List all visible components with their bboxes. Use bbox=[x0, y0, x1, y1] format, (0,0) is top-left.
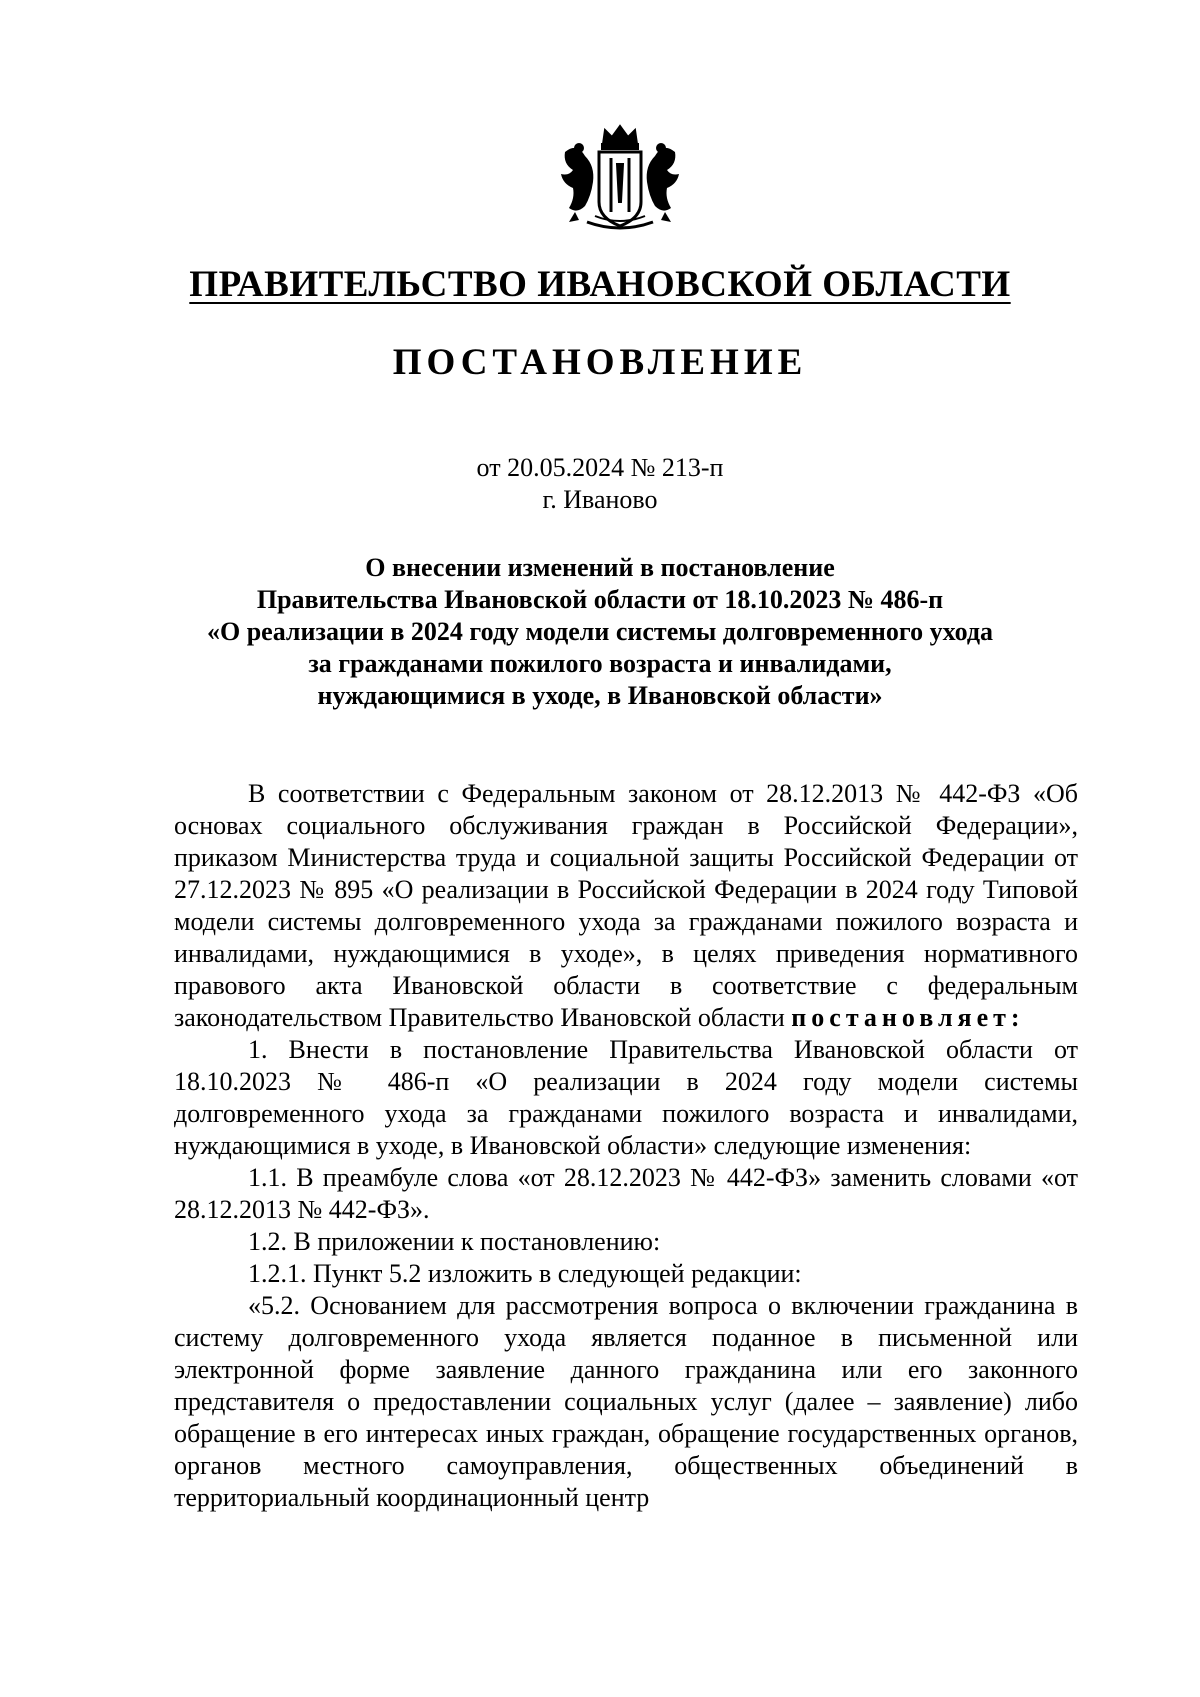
item-1-1-paragraph: 1.1. В преамбуле слова «от 28.12.2023 № 442-ФЗ» заменить словами «от 28.12.2013 № 442-ФЗ». bbox=[174, 1163, 1078, 1224]
subject-line: О внесении изменений в постановление bbox=[365, 553, 835, 582]
document-body bbox=[174, 778, 1078, 1514]
document-subject bbox=[0, 552, 1200, 712]
subject-line: за гражданами пожилого возраста и инвалидами, bbox=[308, 649, 892, 678]
preamble-text: В соответствии с Федеральным законом от 28.12.2013 № 442-ФЗ «Об основах социального обслуживания граждан в Российской Федерации», приказом Министерства труда и социальной защиты Российской Федерации от 27.12.2023 № 895 «О реализации в Российской Федерации в 2024 году Типовой модели системы долговременного ухода за гражданами пожилого возраста и инвалидами, нуждающимися в уходе», в целях приведения нормативного правового акта Ивановской области в соответствие с федеральным законодательством Правительство Ивановской области bbox=[174, 779, 1078, 1032]
document-type-heading: ПОСТАНОВЛЕНИЕ bbox=[392, 342, 808, 383]
date-and-number: от 20.05.2024 № 213-п bbox=[476, 453, 724, 482]
preamble-paragraph bbox=[174, 778, 1078, 1034]
subject-line: Правительства Ивановской области от 18.10.2023 № 486-п bbox=[256, 585, 944, 614]
decree-word: постановляет: bbox=[791, 1003, 1025, 1032]
item-5-2-paragraph: «5.2. Основанием для рассмотрения вопроса о включении гражданина в систему долговременного ухода является поданное в письменной или электронной форме заявление данного гражданина или его законного представителя о предоставлении социальных услуг (далее – заявление) либо обращение в его интересах иных граждан, обращение государственных органов, органов местного самоуправления, общественных объединений в территориальный координационный центр bbox=[174, 1291, 1078, 1512]
subject-line: нуждающимися в уходе, в Ивановской области» bbox=[317, 681, 883, 710]
organization-title-text: ПРАВИТЕЛЬСТВО ИВАНОВСКОЙ ОБЛАСТИ bbox=[189, 264, 1011, 305]
item-1-paragraph: 1. Внести в постановление Правительства Ивановской области от 18.10.2023 № 486-п «О реализации в 2024 году модели системы долговременного ухода за гражданами пожилого возраста и инвалидами, нуждающимися в уходе, в Ивановской области» следующие изменения: bbox=[174, 1035, 1078, 1160]
coat-of-arms-emblem bbox=[555, 122, 685, 237]
subject-line: «О реализации в 2024 году модели системы долговременного ухода bbox=[206, 617, 993, 646]
item-1-2-paragraph: 1.2. В приложении к постановлению: bbox=[248, 1227, 661, 1256]
item-1-2-1-paragraph: 1.2.1. Пункт 5.2 изложить в следующей редакции: bbox=[248, 1259, 802, 1288]
city: г. Иваново bbox=[542, 485, 658, 514]
document-meta bbox=[0, 452, 1200, 516]
organization-title bbox=[0, 262, 1200, 308]
